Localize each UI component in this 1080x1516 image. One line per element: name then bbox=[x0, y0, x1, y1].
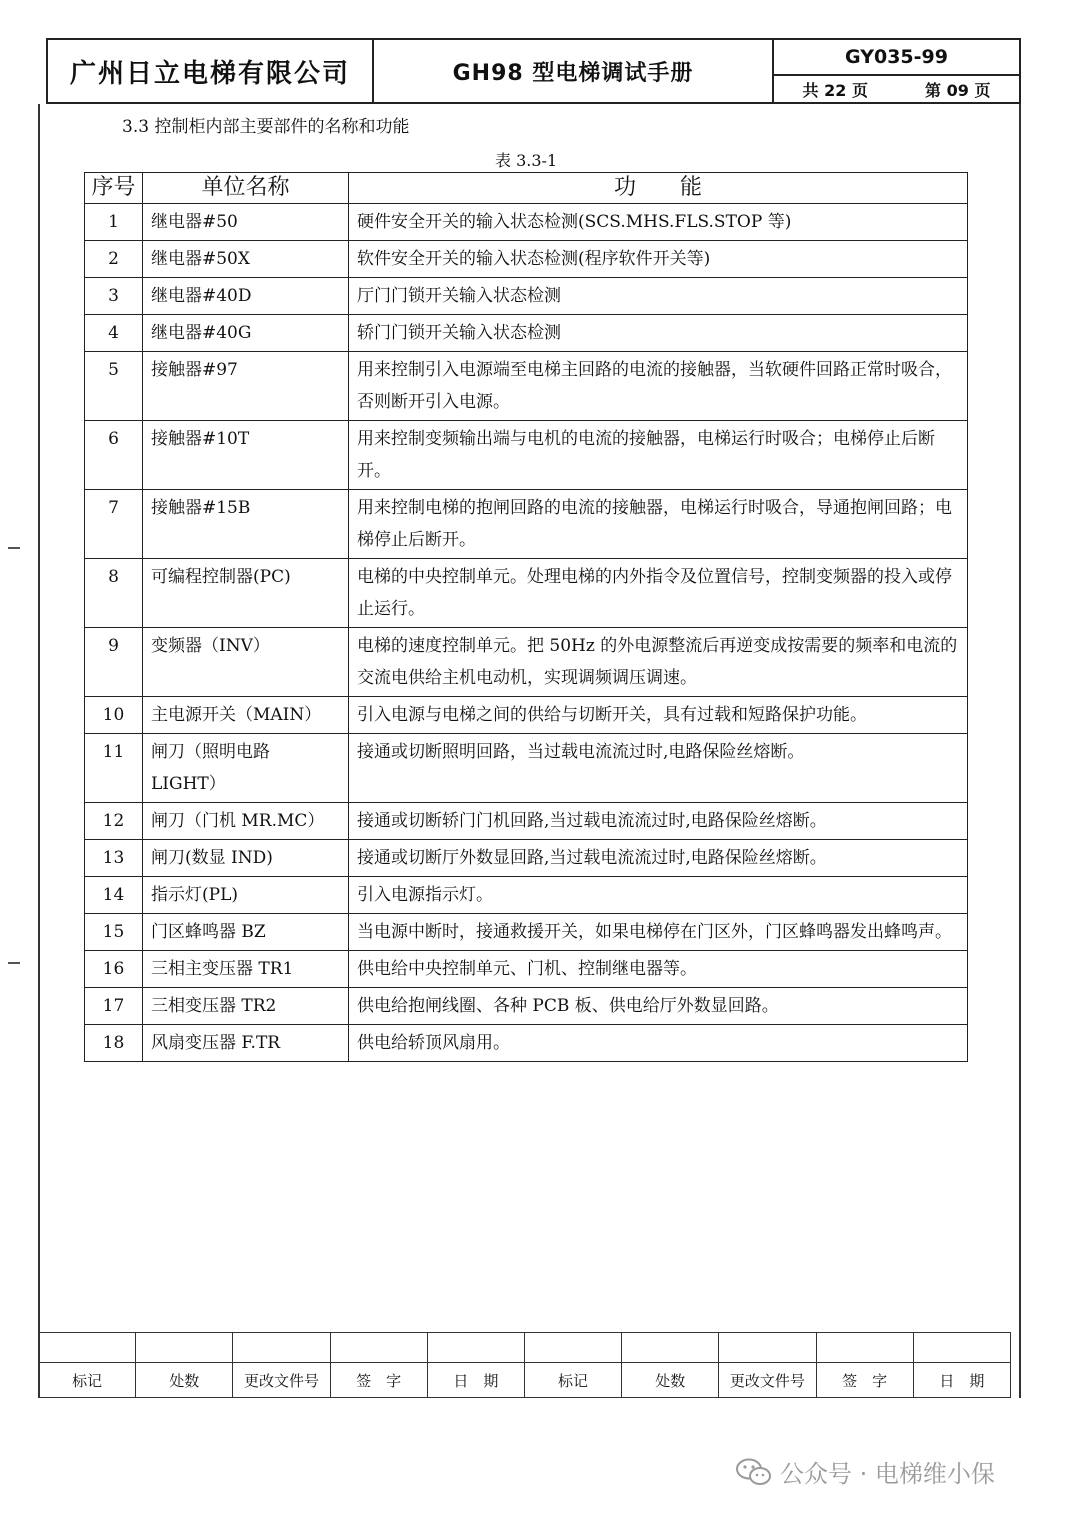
component-function: 供电给轿顶风扇用。 bbox=[349, 1025, 968, 1062]
revision-label-docno: 更改文件号 bbox=[719, 1363, 816, 1398]
component-name: 闸刀（门机 MR.MC） bbox=[143, 803, 349, 840]
component-name: 主电源开关（MAIN） bbox=[143, 697, 349, 734]
revision-block bbox=[38, 1332, 1011, 1398]
header-cell-function: 功 能 bbox=[349, 173, 968, 204]
component-function: 用来控制变频输出端与电机的电流的接触器，电梯运行时吸合；电梯停止后断开。 bbox=[349, 421, 968, 490]
component-name: 三相变压器 TR2 bbox=[143, 988, 349, 1025]
row-number: 7 bbox=[85, 490, 143, 559]
table-body bbox=[85, 204, 968, 1062]
revision-label-docno: 更改文件号 bbox=[233, 1363, 330, 1398]
table-row bbox=[85, 559, 968, 628]
table-row bbox=[85, 490, 968, 559]
components-table bbox=[84, 172, 968, 1062]
row-number: 6 bbox=[85, 421, 143, 490]
revision-cell bbox=[330, 1333, 427, 1363]
component-name: 变频器（INV） bbox=[143, 628, 349, 697]
table-row bbox=[85, 241, 968, 278]
component-function: 软件安全开关的输入状态检测(程序软件开关等) bbox=[349, 241, 968, 278]
component-function: 接通或切断厅外数显回路,当过载电流流过时,电路保险丝熔断。 bbox=[349, 840, 968, 877]
component-name: 接触器#15B bbox=[143, 490, 349, 559]
component-name: 继电器#50 bbox=[143, 204, 349, 241]
row-number: 17 bbox=[85, 988, 143, 1025]
company-name: 广州日立电梯有限公司 bbox=[48, 40, 374, 102]
revision-label-mark: 标记 bbox=[39, 1363, 136, 1398]
row-number: 8 bbox=[85, 559, 143, 628]
table-row bbox=[85, 421, 968, 490]
revision-label-date: 日 期 bbox=[427, 1363, 524, 1398]
page-info bbox=[774, 76, 1019, 102]
component-name: 风扇变压器 F.TR bbox=[143, 1025, 349, 1062]
margin-mark bbox=[8, 962, 20, 964]
table-row bbox=[85, 914, 968, 951]
revision-label-sign: 签 字 bbox=[816, 1363, 913, 1398]
component-name: 闸刀(数显 IND) bbox=[143, 840, 349, 877]
row-number: 3 bbox=[85, 278, 143, 315]
component-function: 硬件安全开关的输入状态检测(SCS.MHS.FLS.STOP 等) bbox=[349, 204, 968, 241]
component-name: 接触器#97 bbox=[143, 352, 349, 421]
revision-cell bbox=[427, 1333, 524, 1363]
component-name: 闸刀（照明电路 LIGHT） bbox=[143, 734, 349, 803]
table-row bbox=[85, 840, 968, 877]
table-row bbox=[85, 734, 968, 803]
document-header bbox=[46, 38, 1021, 104]
component-name: 接触器#10T bbox=[143, 421, 349, 490]
revision-cell bbox=[39, 1333, 136, 1363]
section-title: 3.3 控制柜内部主要部件的名称和功能 bbox=[122, 117, 410, 137]
header-cell-number: 序号 bbox=[85, 173, 143, 204]
table-row bbox=[85, 803, 968, 840]
row-number: 4 bbox=[85, 315, 143, 352]
total-pages: 共 22 页 bbox=[802, 80, 868, 100]
component-function: 供电给抱闸线圈、各种 PCB 板、供电给厅外数显回路。 bbox=[349, 988, 968, 1025]
revision-label-date: 日 期 bbox=[913, 1363, 1010, 1398]
frame-right-border bbox=[1019, 104, 1021, 1398]
revision-label-row bbox=[39, 1363, 1011, 1398]
table-row bbox=[85, 951, 968, 988]
component-function: 当电源中断时，接通救援开关，如果电梯停在门区外，门区蜂鸣器发出蜂鸣声。 bbox=[349, 914, 968, 951]
row-number: 13 bbox=[85, 840, 143, 877]
row-number: 1 bbox=[85, 204, 143, 241]
component-function: 引入电源与电梯之间的供给与切断开关，具有过载和短路保护功能。 bbox=[349, 697, 968, 734]
row-number: 12 bbox=[85, 803, 143, 840]
component-function: 接通或切断轿门门机回路,当过载电流流过时,电路保险丝熔断。 bbox=[349, 803, 968, 840]
component-name: 继电器#40D bbox=[143, 278, 349, 315]
component-function: 轿门门锁开关输入状态检测 bbox=[349, 315, 968, 352]
watermark bbox=[734, 1454, 995, 1489]
watermark-text: 公众号 · 电梯维小保 bbox=[780, 1460, 995, 1488]
row-number: 2 bbox=[85, 241, 143, 278]
row-number: 14 bbox=[85, 877, 143, 914]
table-row bbox=[85, 278, 968, 315]
doc-info bbox=[774, 40, 1019, 102]
row-number: 16 bbox=[85, 951, 143, 988]
row-number: 11 bbox=[85, 734, 143, 803]
doc-code: GY035-99 bbox=[774, 40, 1019, 76]
row-number: 15 bbox=[85, 914, 143, 951]
frame-left-border bbox=[38, 104, 40, 1398]
component-function: 厅门门锁开关输入状态检测 bbox=[349, 278, 968, 315]
revision-cell bbox=[816, 1333, 913, 1363]
table-row bbox=[85, 877, 968, 914]
component-function: 接通或切断照明回路，当过载电流流过时,电路保险丝熔断。 bbox=[349, 734, 968, 803]
component-function: 电梯的速度控制单元。把 50Hz 的外电源整流后再逆变成按需要的频率和电流的交流电供给主机电动机，实现调频调压调速。 bbox=[349, 628, 968, 697]
revision-cell bbox=[913, 1333, 1010, 1363]
component-function: 电梯的中央控制单元。处理电梯的内外指令及位置信号，控制变频器的投入或停止运行。 bbox=[349, 559, 968, 628]
component-function: 用来控制电梯的抱闸回路的电流的接触器，电梯运行时吸合，导通抱闸回路；电梯停止后断开。 bbox=[349, 490, 968, 559]
table-header-row bbox=[85, 173, 968, 204]
revision-cell bbox=[136, 1333, 233, 1363]
component-function: 引入电源指示灯。 bbox=[349, 877, 968, 914]
component-name: 门区蜂鸣器 BZ bbox=[143, 914, 349, 951]
header-cell-name: 单位名称 bbox=[143, 173, 349, 204]
table-row bbox=[85, 988, 968, 1025]
table-row bbox=[85, 204, 968, 241]
revision-label-count: 处数 bbox=[136, 1363, 233, 1398]
revision-label-mark: 标记 bbox=[524, 1363, 621, 1398]
wechat-icon bbox=[734, 1457, 774, 1487]
margin-mark bbox=[8, 547, 20, 549]
component-name: 三相主变压器 TR1 bbox=[143, 951, 349, 988]
revision-label-sign: 签 字 bbox=[330, 1363, 427, 1398]
component-name: 可编程控制器(PC) bbox=[143, 559, 349, 628]
table-caption: 表 3.3-1 bbox=[495, 151, 558, 170]
table-row bbox=[85, 697, 968, 734]
table-row bbox=[85, 352, 968, 421]
revision-label-count: 处数 bbox=[622, 1363, 719, 1398]
component-name: 继电器#40G bbox=[143, 315, 349, 352]
revision-empty-row bbox=[39, 1333, 1011, 1363]
row-number: 18 bbox=[85, 1025, 143, 1062]
row-number: 10 bbox=[85, 697, 143, 734]
component-function: 用来控制引入电源端至电梯主回路的电流的接触器，当软硬件回路正常时吸合，否则断开引入电源。 bbox=[349, 352, 968, 421]
component-name: 指示灯(PL) bbox=[143, 877, 349, 914]
revision-cell bbox=[622, 1333, 719, 1363]
revision-cell bbox=[233, 1333, 330, 1363]
component-name: 继电器#50X bbox=[143, 241, 349, 278]
revision-cell bbox=[719, 1333, 816, 1363]
row-number: 5 bbox=[85, 352, 143, 421]
page-number: 第 09 页 bbox=[925, 80, 991, 100]
revision-cell bbox=[524, 1333, 621, 1363]
table-row bbox=[85, 1025, 968, 1062]
row-number: 9 bbox=[85, 628, 143, 697]
table-row bbox=[85, 315, 968, 352]
table-row bbox=[85, 628, 968, 697]
component-function: 供电给中央控制单元、门机、控制继电器等。 bbox=[349, 951, 968, 988]
manual-title: GH98 型电梯调试手册 bbox=[374, 40, 774, 102]
